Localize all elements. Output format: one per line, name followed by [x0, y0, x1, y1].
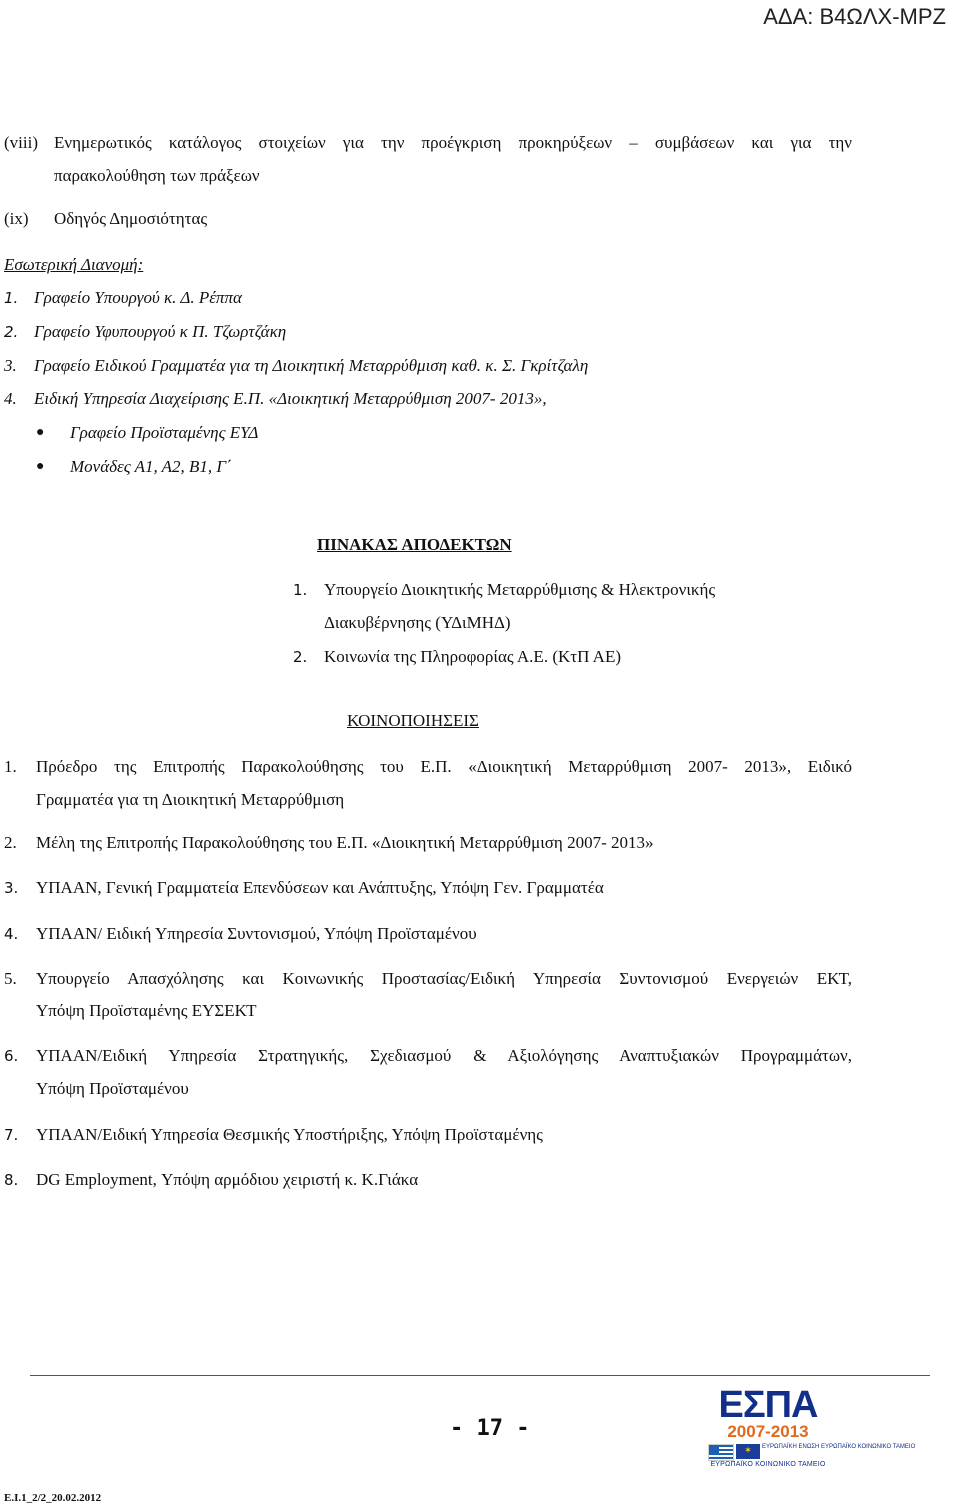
list-number: 1. — [4, 289, 19, 307]
list-number: 8. — [4, 1171, 19, 1189]
greek-flag-icon — [708, 1444, 734, 1461]
list-number: 3. — [4, 356, 17, 375]
bullet-icon: ● — [36, 459, 45, 474]
list-item-text: Γραφείο Προϊσταμένης ΕΥΔ — [70, 423, 259, 442]
list-item-text: Υπόψη Προϊσταμένης ΕΥΣΕΚΤ — [36, 1001, 257, 1020]
list-marker: (viii) — [4, 133, 38, 152]
espa-logo-bar: ΕΥΡΩΠΑΪΚΟ ΚΟΙΝΩΝΙΚΟ ΤΑΜΕΙΟ — [710, 1461, 826, 1468]
espa-logo — [706, 1384, 916, 1470]
list-marker: (ix) — [4, 209, 29, 228]
footer-divider — [30, 1375, 930, 1376]
internal-distribution-title: Εσωτερική Διανομή: — [4, 255, 144, 274]
list-item-text: Ενημερωτικός κατάλογος στοιχείων για την προέγκριση προκηρύξεων – συμβάσεων και για την — [54, 133, 852, 152]
list-item-text: Γραφείο Ειδικού Γραμματέα για τη Διοικητική Μεταρρύθμιση καθ. κ. Σ. Γκρίτζαλη — [34, 356, 589, 375]
list-number: 1. — [293, 581, 308, 599]
list-number: 2. — [4, 833, 17, 852]
list-item-text: Υπόψη Προϊσταμένου — [36, 1079, 189, 1098]
page-number: - 17 - — [450, 1416, 530, 1441]
list-number: 1. — [4, 757, 17, 776]
list-item-text: Διακυβέρνησης (ΥΔιΜΗΔ) — [324, 613, 511, 632]
bullet-icon: ● — [36, 425, 45, 440]
notifications-title: ΚΟΙΝΟΠΟΙΗΣΕΙΣ — [347, 711, 479, 730]
espa-logo-subtitle: ΕΥΡΩΠΑΪΚΗ ΕΝΩΣΗ ΕΥΡΩΠΑΪΚΟ ΚΟΙΝΩΝΙΚΟ ΤΑΜΕΙΟ — [762, 1444, 916, 1450]
list-item-text: Ειδική Υπηρεσία Διαχείρισης Ε.Π. «Διοικητική Μεταρρύθμιση 2007- 2013», — [34, 389, 547, 408]
list-item-text: DG Employment, Υπόψη αρμόδιου χειριστή κ. Κ.Γιάκα — [36, 1170, 419, 1189]
list-item-text: Μονάδες Α1, Α2, Β1, Γ΄ — [70, 457, 232, 476]
list-number: 7. — [4, 1126, 19, 1144]
list-number: 5. — [4, 969, 17, 988]
list-number: 6. — [4, 1047, 19, 1065]
ada-code: ΑΔΑ: Β4ΩΛΧ-ΜΡΖ — [763, 4, 946, 29]
espa-logo-word: ΕΣΠΑ — [718, 1384, 818, 1426]
list-number: 4. — [4, 925, 19, 943]
list-number: 2. — [293, 648, 308, 666]
list-item-text: παρακολούθηση των πράξεων — [54, 166, 260, 185]
document-code: Ε.Ι.1_2/2_20.02.2012 — [4, 1492, 102, 1504]
list-item-text: Γραμματέα για τη Διοικητική Μεταρρύθμιση — [36, 790, 345, 809]
list-number: 2. — [4, 323, 19, 341]
list-item-text: Κοινωνία της Πληροφορίας Α.Ε. (ΚτΠ ΑΕ) — [324, 647, 622, 666]
recipients-title: ΠΙΝΑΚΑΣ ΑΠΟΔΕΚΤΩΝ — [317, 535, 512, 554]
list-item-text: Υπουργείο Απασχόλησης και Κοινωνικής Προστασίας/Ειδική Υπηρεσία Συντονισμού Ενεργειών ΕΚΤ, — [36, 969, 852, 988]
list-number: 4. — [4, 389, 17, 408]
list-item-text: ΥΠΑΑΝ/Ειδική Υπηρεσία Θεσμικής Υποστήριξης, Υπόψη Προϊσταμένης — [36, 1125, 543, 1144]
list-item-text: ΥΠΑΑΝ, Γενική Γραμματεία Επενδύσεων και Ανάπτυξης, Υπόψη Γεν. Γραμματέα — [36, 878, 604, 897]
list-item-text: Μέλη της Επιτροπής Παρακολούθησης του Ε.Π. «Διοικητική Μεταρρύθμιση 2007- 2013» — [36, 833, 654, 852]
list-item-text: Υπουργείο Διοικητικής Μεταρρύθμισης & Ηλεκτρονικής — [324, 580, 716, 599]
list-item-text: Πρόεδρο της Επιτροπής Παρακολούθησης του Ε.Π. «Διοικητική Μεταρρύθμιση 2007- 2013», Ειδικό — [36, 757, 852, 776]
eu-flag-icon: ✶ — [736, 1444, 760, 1459]
list-item-text: Γραφείο Υφυπουργού κ Π. Τζωρτζάκη — [34, 322, 287, 341]
list-number: 3. — [4, 879, 19, 897]
list-item-text: Γραφείο Υπουργού κ. Δ. Ρέππα — [34, 288, 242, 307]
espa-logo-years: 2007-2013 — [727, 1422, 809, 1441]
list-item-text: ΥΠΑΑΝ/Ειδική Υπηρεσία Στρατηγικής, Σχεδιασμού & Αξιολόγησης Αναπτυξιακών Προγραμμάτων, — [36, 1046, 852, 1065]
list-item-text: Οδηγός Δημοσιότητας — [54, 209, 208, 228]
list-item-text: ΥΠΑΑΝ/ Ειδική Υπηρεσία Συντονισμού, Υπόψη Προϊσταμένου — [36, 924, 477, 943]
